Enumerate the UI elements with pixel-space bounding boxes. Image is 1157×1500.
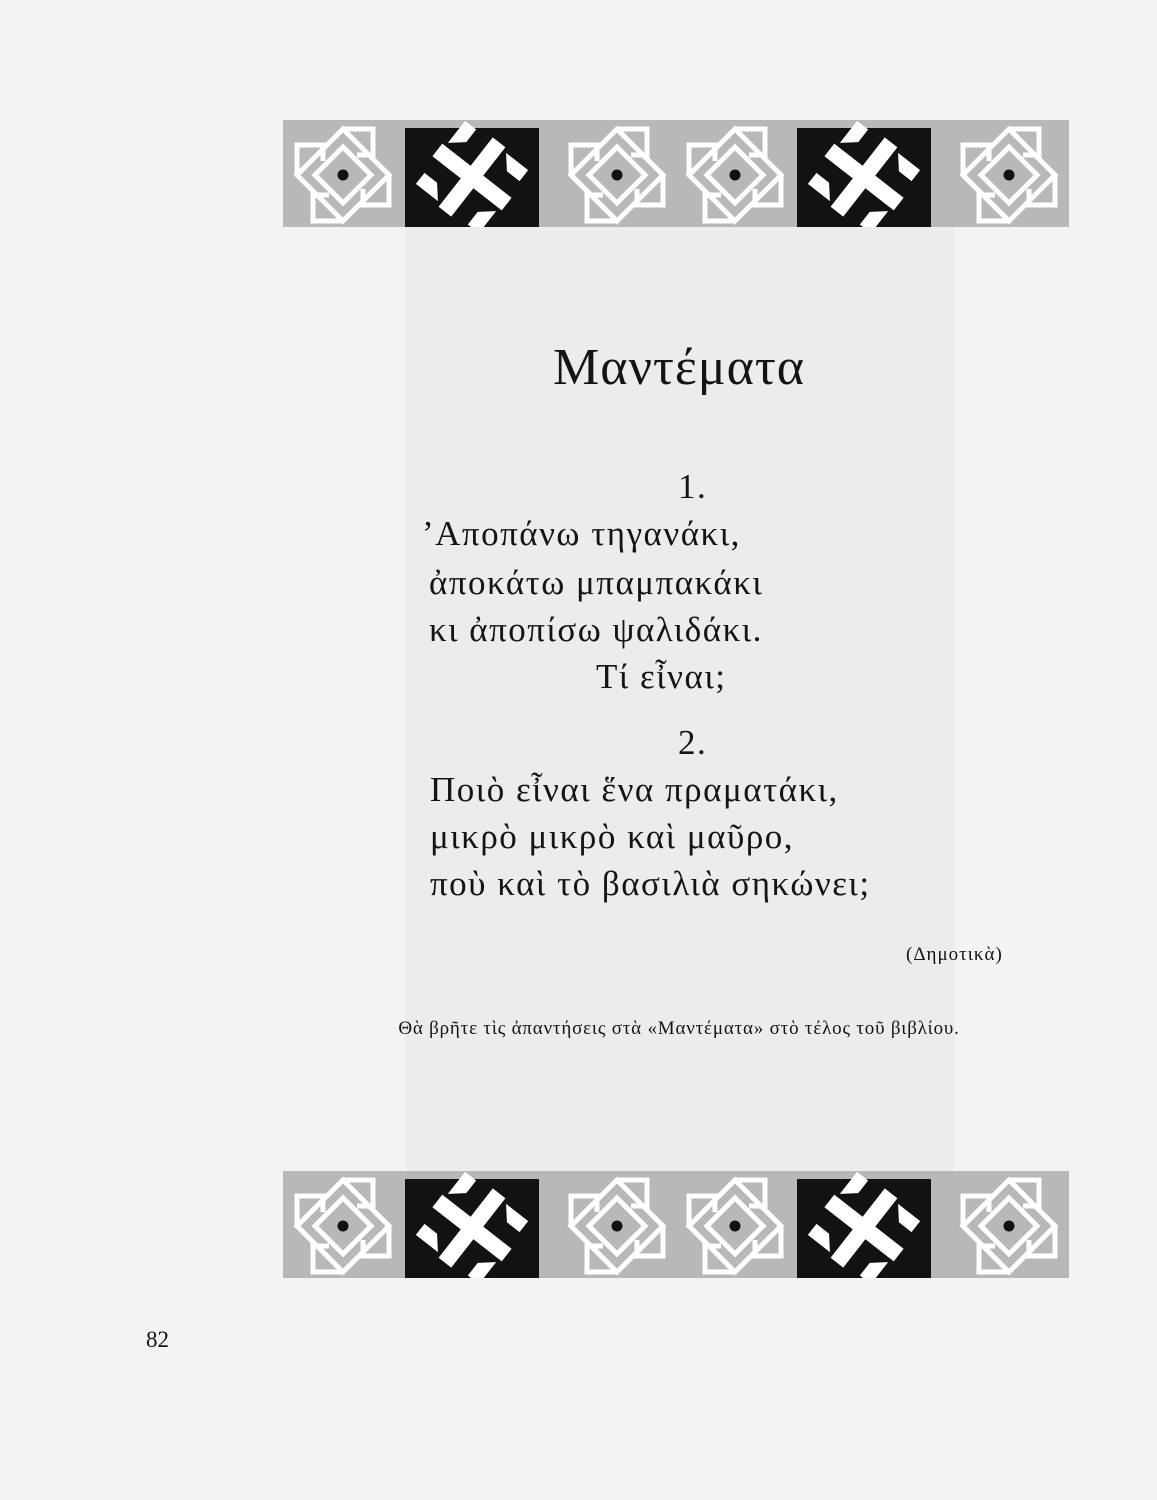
source-attribution: (Δημοτικὰ) bbox=[906, 944, 1003, 965]
riddle-2-line-1: Ποιὸ εἶναι ἕνα πραματάκι, bbox=[430, 770, 839, 809]
center-dot bbox=[612, 170, 623, 181]
bottom-ornament-pattern bbox=[283, 1171, 1069, 1278]
center-dot bbox=[1004, 1221, 1015, 1232]
center-dot bbox=[1004, 170, 1015, 181]
riddle-2-line-2: μικρὸ μικρὸ καὶ μαῦρο, bbox=[430, 817, 795, 856]
center-dot bbox=[338, 170, 349, 181]
riddle-2-number: 2. bbox=[678, 723, 708, 762]
page-title: Μαντέματα bbox=[553, 339, 805, 396]
riddle-1-number: 1. bbox=[678, 467, 708, 506]
top-ornamental-border bbox=[283, 120, 1069, 227]
center-dot bbox=[730, 1221, 741, 1232]
center-dot bbox=[730, 170, 741, 181]
riddle-2-line-3: ποὺ καὶ τὸ βασιλιὰ σηκώνει; bbox=[430, 864, 871, 903]
riddle-1-question: Τί εἶναι; bbox=[596, 657, 727, 696]
top-ornament-pattern bbox=[283, 120, 1069, 227]
center-dot bbox=[612, 1221, 623, 1232]
answers-note: Θὰ βρῆτε τὶς ἀπαντήσεις στὰ «Μαντέματα» στὸ τέλος τοῦ βιβλίου. bbox=[398, 1018, 960, 1039]
center-dot bbox=[338, 1221, 349, 1232]
page-number: 82 bbox=[146, 1327, 169, 1352]
riddle-1-line-3: κι ἀποπίσω ψαλιδάκι. bbox=[429, 610, 763, 649]
riddle-1-line-1: ’Αποπάνω τηγανάκι, bbox=[422, 514, 741, 553]
bottom-ornamental-border bbox=[283, 1171, 1069, 1278]
riddle-1-line-2: ἀποκάτω μπαμπακάκι bbox=[429, 563, 764, 602]
